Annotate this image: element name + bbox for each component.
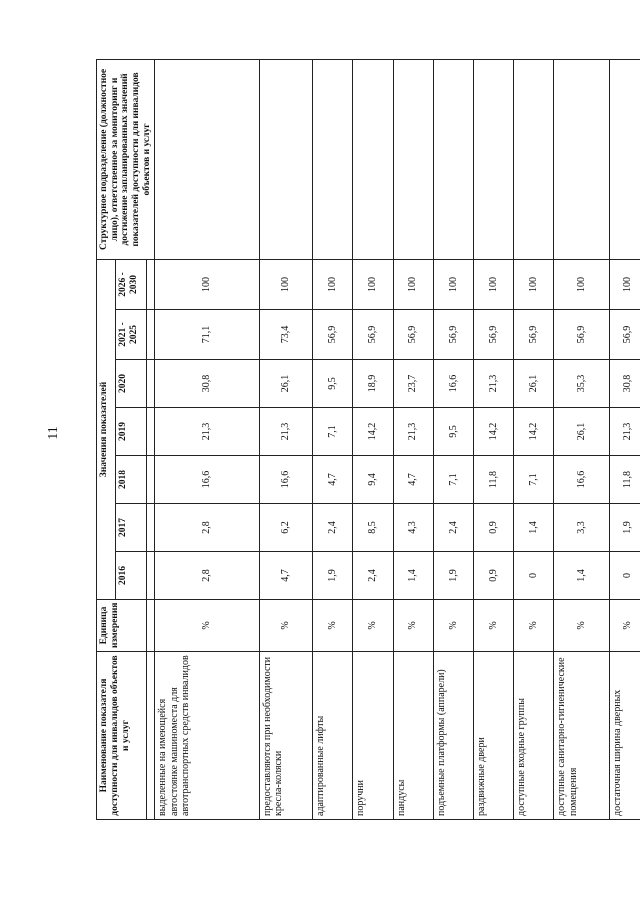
rotated-table-container bbox=[96, 60, 638, 820]
table-row bbox=[313, 59, 353, 819]
header-year: 2018 bbox=[115, 456, 146, 504]
responsible-cell bbox=[313, 59, 353, 259]
value-cell: 7,1 bbox=[514, 456, 554, 504]
unit-cell: % bbox=[353, 600, 393, 652]
value-cell: 26,1 bbox=[514, 360, 554, 408]
value-cell: 71,1 bbox=[155, 310, 259, 360]
table-row bbox=[514, 59, 554, 819]
value-cell: 21,3 bbox=[155, 408, 259, 456]
table-row bbox=[554, 59, 610, 819]
unit-cell: % bbox=[473, 600, 513, 652]
value-cell: 56,9 bbox=[554, 310, 610, 360]
value-cell: 21,3 bbox=[610, 408, 640, 456]
value-cell: 6,2 bbox=[259, 504, 313, 552]
unit-cell: % bbox=[313, 600, 353, 652]
spacer-cell bbox=[147, 600, 155, 652]
value-cell: 21,3 bbox=[393, 408, 433, 456]
value-cell: 56,9 bbox=[610, 310, 640, 360]
header-year: 2019 bbox=[115, 408, 146, 456]
indicator-name: поручни bbox=[353, 652, 393, 820]
value-cell: 0,9 bbox=[473, 552, 513, 600]
unit-cell: % bbox=[393, 600, 433, 652]
table-row bbox=[353, 59, 393, 819]
value-cell: 0,9 bbox=[473, 504, 513, 552]
value-cell: 8,5 bbox=[353, 504, 393, 552]
value-cell: 18,9 bbox=[353, 360, 393, 408]
value-cell: 3,3 bbox=[554, 504, 610, 552]
value-cell: 100 bbox=[259, 259, 313, 309]
value-cell: 100 bbox=[155, 259, 259, 309]
spacer-cell bbox=[147, 652, 155, 820]
unit-cell: % bbox=[259, 600, 313, 652]
value-cell: 56,9 bbox=[514, 310, 554, 360]
value-cell: 21,3 bbox=[473, 360, 513, 408]
responsible-cell bbox=[473, 59, 513, 259]
value-cell: 4,7 bbox=[259, 552, 313, 600]
value-cell: 30,8 bbox=[610, 360, 640, 408]
value-cell: 100 bbox=[353, 259, 393, 309]
value-cell: 0 bbox=[514, 552, 554, 600]
indicator-name: предоставляются при необходимости кресла-коляски bbox=[259, 652, 313, 820]
value-cell: 4,7 bbox=[313, 456, 353, 504]
value-cell: 14,2 bbox=[473, 408, 513, 456]
value-cell: 100 bbox=[433, 259, 473, 309]
header-responsible: Структурное подразделение (должностное лицо), ответственное за мониторинг и достижение запланированных значений показателей доступности для инвалидов объектов и услуг bbox=[97, 59, 155, 259]
value-cell: 56,9 bbox=[433, 310, 473, 360]
value-cell: 100 bbox=[313, 259, 353, 309]
value-cell: 16,6 bbox=[155, 456, 259, 504]
value-cell: 1,4 bbox=[514, 504, 554, 552]
value-cell: 11,8 bbox=[473, 456, 513, 504]
value-cell: 1,4 bbox=[554, 552, 610, 600]
header-row-1 bbox=[97, 59, 116, 819]
table-row bbox=[155, 59, 259, 819]
responsible-cell bbox=[259, 59, 313, 259]
header-year: 2017 bbox=[115, 504, 146, 552]
value-cell: 1,9 bbox=[313, 552, 353, 600]
value-cell: 7,1 bbox=[313, 408, 353, 456]
value-cell: 56,9 bbox=[393, 310, 433, 360]
indicator-name: доступные санитарно-гигиенические помещения bbox=[554, 652, 610, 820]
indicator-name: выделенные на имеющейся автостоянке машиноместа для автотранспортных средств инвалидов bbox=[155, 652, 259, 820]
indicator-name: достаточная ширина дверных bbox=[610, 652, 640, 820]
spacer-cell bbox=[147, 310, 155, 360]
value-cell: 0 bbox=[610, 552, 640, 600]
value-cell: 35,3 bbox=[554, 360, 610, 408]
value-cell: 16,6 bbox=[554, 456, 610, 504]
header-year: 2020 bbox=[115, 360, 146, 408]
value-cell: 4,3 bbox=[393, 504, 433, 552]
spacer-cell bbox=[147, 504, 155, 552]
value-cell: 16,6 bbox=[259, 456, 313, 504]
value-cell: 1,9 bbox=[610, 504, 640, 552]
value-cell: 56,9 bbox=[353, 310, 393, 360]
value-cell: 2,8 bbox=[155, 552, 259, 600]
value-cell: 100 bbox=[554, 259, 610, 309]
value-cell: 100 bbox=[473, 259, 513, 309]
unit-cell: % bbox=[610, 600, 640, 652]
value-cell: 1,9 bbox=[433, 552, 473, 600]
indicator-name: пандусы bbox=[393, 652, 433, 820]
value-cell: 26,1 bbox=[259, 360, 313, 408]
responsible-cell bbox=[155, 59, 259, 259]
value-cell: 14,2 bbox=[514, 408, 554, 456]
value-cell: 100 bbox=[610, 259, 640, 309]
header-unit: Единица измерения bbox=[97, 600, 147, 652]
value-cell: 11,8 bbox=[610, 456, 640, 504]
table-row bbox=[393, 59, 433, 819]
table-row bbox=[473, 59, 513, 819]
header-year: 2026 - 2030 bbox=[115, 259, 146, 309]
value-cell: 4,7 bbox=[393, 456, 433, 504]
value-cell: 26,1 bbox=[554, 408, 610, 456]
table-body bbox=[155, 59, 640, 819]
unit-cell: % bbox=[155, 600, 259, 652]
value-cell: 16,6 bbox=[433, 360, 473, 408]
value-cell: 56,9 bbox=[313, 310, 353, 360]
table-row bbox=[259, 59, 313, 819]
table-row bbox=[433, 59, 473, 819]
value-cell: 1,4 bbox=[393, 552, 433, 600]
value-cell: 14,2 bbox=[353, 408, 393, 456]
value-cell: 100 bbox=[514, 259, 554, 309]
header-year: 2016 bbox=[115, 552, 146, 600]
value-cell: 9,5 bbox=[433, 408, 473, 456]
value-cell: 2,8 bbox=[155, 504, 259, 552]
header-name: Наименование показателя доступности для инвалидов объектов и услуг bbox=[97, 652, 147, 820]
value-cell: 2,4 bbox=[433, 504, 473, 552]
indicator-name: доступные входные группы bbox=[514, 652, 554, 820]
header-values-group: Значения показателей bbox=[97, 259, 116, 599]
responsible-cell bbox=[514, 59, 554, 259]
responsible-cell bbox=[433, 59, 473, 259]
table-row bbox=[610, 59, 640, 819]
unit-cell: % bbox=[433, 600, 473, 652]
spacer-cell bbox=[147, 456, 155, 504]
spacer-cell bbox=[147, 408, 155, 456]
responsible-cell bbox=[610, 59, 640, 259]
spacer-cell bbox=[147, 552, 155, 600]
value-cell: 100 bbox=[393, 259, 433, 309]
unit-cell: % bbox=[514, 600, 554, 652]
spacer-cell bbox=[147, 259, 155, 309]
indicator-name: раздвижные двери bbox=[473, 652, 513, 820]
accessibility-indicators-table bbox=[96, 59, 640, 820]
page-number: 11 bbox=[46, 426, 61, 440]
value-cell: 23,7 bbox=[393, 360, 433, 408]
header-year: 2021 - 2025 bbox=[115, 310, 146, 360]
value-cell: 2,4 bbox=[353, 552, 393, 600]
value-cell: 9,5 bbox=[313, 360, 353, 408]
responsible-cell bbox=[554, 59, 610, 259]
indicator-name: подъемные платформы (аппарели) bbox=[433, 652, 473, 820]
value-cell: 2,4 bbox=[313, 504, 353, 552]
spacer-cell bbox=[147, 360, 155, 408]
unit-cell: % bbox=[554, 600, 610, 652]
responsible-cell bbox=[353, 59, 393, 259]
value-cell: 73,4 bbox=[259, 310, 313, 360]
value-cell: 7,1 bbox=[433, 456, 473, 504]
value-cell: 21,3 bbox=[259, 408, 313, 456]
value-cell: 56,9 bbox=[473, 310, 513, 360]
value-cell: 9,4 bbox=[353, 456, 393, 504]
value-cell: 30,8 bbox=[155, 360, 259, 408]
responsible-cell bbox=[393, 59, 433, 259]
indicator-name: адаптированные лифты bbox=[313, 652, 353, 820]
